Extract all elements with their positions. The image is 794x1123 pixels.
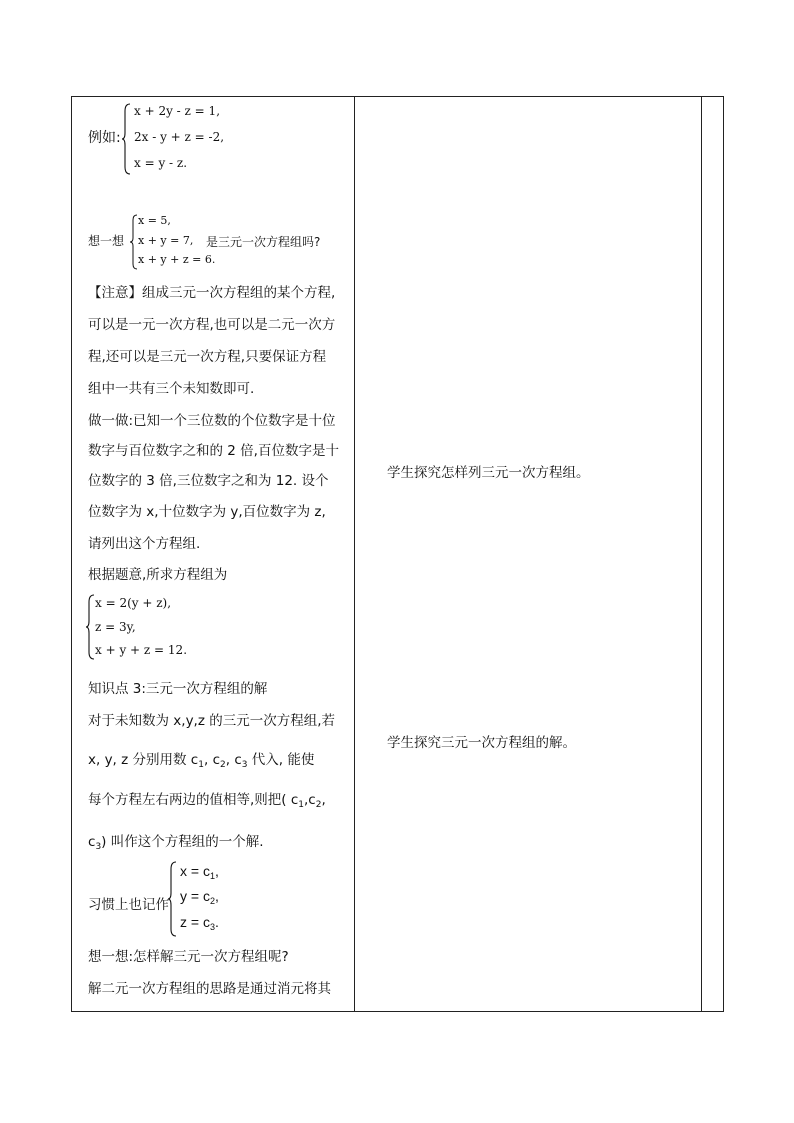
kp3-title: 知识点 3:三元一次方程组的解 — [88, 681, 268, 697]
example-label: 例如: — [88, 130, 121, 146]
example-eq-2: 2x - y + z = -2, — [134, 130, 225, 144]
do-line-4: 位数字为 x,十位数字为 y,百位数字为 z, — [88, 504, 326, 520]
brace-icon — [130, 214, 138, 270]
think-question: 是三元一次方程组吗? — [206, 235, 321, 249]
kp3-line-3: 每个方程左右两边的值相等,则把( $c_1,c_2$, — [88, 792, 326, 810]
habit-eq-1: $x = c_1$, — [180, 863, 219, 881]
brace-icon — [168, 861, 178, 937]
do-line-3: 位数字的 3 倍,三位数字之和为 12. 设个 — [88, 473, 329, 489]
think2: 想一想:怎样解三元一次方程组呢? — [88, 949, 289, 965]
column-divider-2 — [701, 97, 702, 1011]
kp3-line-2: x, y, z 分别用数 $c_1$, $c_2$, $c_3$ 代入, 能使 — [88, 752, 315, 770]
do-line-6: 根据题意,所求方程组为 — [88, 567, 228, 583]
example-eq-1: x + 2y - z = 1, — [134, 104, 221, 118]
right-note-1: 学生探究怎样列三元一次方程组。 — [387, 465, 590, 481]
think-eq-1: x = 5, — [138, 214, 171, 227]
system-eq-1: x = 2(y + z), — [95, 596, 172, 610]
note-line-1: 【注意】组成三元一次方程组的某个方程, — [88, 285, 336, 301]
do-line-2: 数字与百位数字之和的 2 倍,百位数字是十 — [88, 443, 339, 459]
kp3-line-1: 对于未知数为 x,y,z 的三元一次方程组,若 — [88, 713, 336, 729]
habit-eq-3: $z = c_3$. — [180, 914, 219, 932]
system-eq-3: x + y + z = 12. — [95, 643, 188, 657]
note-line-2: 可以是一元一次方程,也可以是二元一次方 — [88, 317, 336, 333]
think-eq-3: x + y + z = 6. — [138, 253, 216, 266]
right-note-2: 学生探究三元一次方程组的解。 — [387, 735, 576, 751]
note-line-4: 组中一共有三个未知数即可. — [88, 381, 255, 397]
think-eq-2: x + y = 7, — [138, 234, 194, 247]
brace-icon — [122, 103, 132, 175]
note-line-3: 程,还可以是三元一次方程,只要保证方程 — [88, 349, 327, 365]
think-label: 想一想 — [88, 234, 125, 248]
do-line-1: 做一做:已知一个三位数的个位数字是十位 — [88, 413, 336, 429]
example-eq-3: x = y - z. — [134, 156, 188, 170]
system-eq-2: z = 3y, — [95, 620, 136, 634]
habit-label: 习惯上也记作 — [88, 897, 169, 913]
kp3-line-4: $c_3$) 叫作这个方程组的一个解. — [88, 834, 264, 852]
habit-eq-2: $y = c_2$, — [180, 888, 219, 906]
last-line: 解二元一次方程组的思路是通过消元将其 — [88, 981, 331, 997]
do-line-5: 请列出这个方程组. — [88, 536, 201, 552]
column-divider-1 — [354, 97, 355, 1011]
